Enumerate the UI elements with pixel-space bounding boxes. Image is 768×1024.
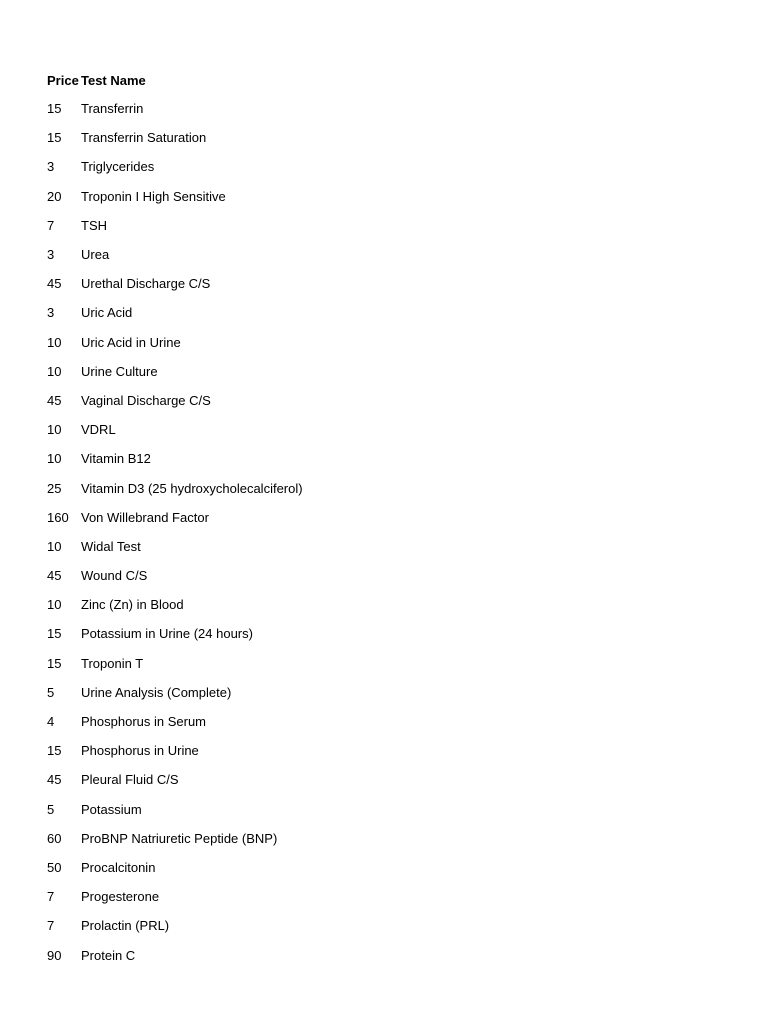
- test-name-cell: Vitamin B12: [81, 451, 151, 467]
- price-cell: 3: [47, 247, 55, 263]
- table-row: [47, 298, 727, 327]
- price-cell: 4: [47, 714, 55, 730]
- price-cell: 3: [47, 305, 55, 321]
- table-row: [47, 182, 727, 211]
- price-cell: 10: [47, 422, 62, 438]
- test-name-cell: Uric Acid: [81, 305, 133, 321]
- table-row: [47, 532, 727, 561]
- price-cell: 10: [47, 451, 62, 467]
- table-row: [47, 765, 727, 794]
- test-name-cell: Progesterone: [81, 889, 160, 905]
- test-name-cell: Troponin T: [81, 655, 144, 671]
- price-cell: 60: [47, 830, 62, 846]
- table-row: [47, 123, 727, 152]
- test-name-column-header: Test Name: [81, 72, 146, 88]
- price-cell: 10: [47, 334, 62, 350]
- table-row: [47, 94, 727, 123]
- table-row: [47, 824, 727, 853]
- price-cell: 15: [47, 743, 62, 759]
- price-cell: 10: [47, 538, 62, 554]
- price-cell: 5: [47, 684, 55, 700]
- test-name-cell: Transferrin Saturation: [81, 130, 207, 146]
- table-row: [47, 678, 727, 707]
- table-row: [47, 269, 727, 298]
- test-name-cell: Potassium: [81, 801, 142, 817]
- price-cell: 45: [47, 392, 62, 408]
- test-name-cell: Wound C/S: [81, 568, 148, 584]
- table-body: [47, 94, 727, 970]
- test-name-cell: Triglycerides: [81, 159, 155, 175]
- price-cell: 10: [47, 363, 62, 379]
- price-cell: 50: [47, 859, 62, 875]
- test-name-cell: Protein C: [81, 947, 136, 963]
- table-row: [47, 940, 727, 969]
- table-row: [47, 152, 727, 181]
- table-row: [47, 736, 727, 765]
- test-name-cell: Urethal Discharge C/S: [81, 276, 211, 292]
- price-cell: 10: [47, 597, 62, 613]
- test-name-cell: ProBNP Natriuretic Peptide (BNP): [81, 830, 278, 846]
- test-name-cell: Troponin I High Sensitive: [81, 188, 226, 204]
- price-cell: 7: [47, 217, 55, 233]
- table-row: [47, 503, 727, 532]
- price-list-table: [47, 66, 727, 970]
- test-name-cell: Procalcitonin: [81, 859, 156, 875]
- price-cell: 15: [47, 130, 62, 146]
- test-name-cell: Urea: [81, 247, 110, 263]
- table-row: [47, 911, 727, 940]
- price-cell: 7: [47, 889, 55, 905]
- table-row: [47, 444, 727, 473]
- price-cell: 15: [47, 626, 62, 642]
- table-row: [47, 357, 727, 386]
- test-name-cell: Phosphorus in Urine: [81, 743, 199, 759]
- price-cell: 15: [47, 655, 62, 671]
- table-row: [47, 707, 727, 736]
- test-name-cell: Transferrin: [81, 101, 144, 117]
- price-cell: 5: [47, 801, 55, 817]
- price-cell: 25: [47, 480, 62, 496]
- price-cell: 15: [47, 101, 62, 117]
- test-name-cell: Urine Analysis (Complete): [81, 684, 232, 700]
- test-name-cell: TSH: [81, 217, 107, 233]
- price-cell: 20: [47, 188, 62, 204]
- table-row: [47, 211, 727, 240]
- table-row: [47, 619, 727, 648]
- table-row: [47, 561, 727, 590]
- table-row: [47, 473, 727, 502]
- price-cell: 45: [47, 276, 62, 292]
- test-name-cell: VDRL: [81, 422, 116, 438]
- price-cell: 3: [47, 159, 55, 175]
- price-cell: 90: [47, 947, 62, 963]
- table-row: [47, 240, 727, 269]
- test-name-cell: Prolactin (PRL): [81, 918, 170, 934]
- table-row: [47, 795, 727, 824]
- price-cell: 7: [47, 918, 55, 934]
- test-name-cell: Pleural Fluid C/S: [81, 772, 179, 788]
- price-column-header: Price: [47, 72, 79, 88]
- test-name-cell: Zinc (Zn) in Blood: [81, 597, 184, 613]
- test-name-cell: Widal Test: [81, 538, 141, 554]
- table-row: [47, 649, 727, 678]
- test-name-cell: Phosphorus in Serum: [81, 714, 207, 730]
- table-row: [47, 386, 727, 415]
- test-name-cell: Potassium in Urine (24 hours): [81, 626, 253, 642]
- table-row: [47, 590, 727, 619]
- price-cell: 160: [47, 509, 69, 525]
- table-row: [47, 328, 727, 357]
- test-name-cell: Urine Culture: [81, 363, 158, 379]
- price-cell: 45: [47, 568, 62, 584]
- table-row: [47, 882, 727, 911]
- test-name-cell: Uric Acid in Urine: [81, 334, 181, 350]
- table-row: [47, 415, 727, 444]
- table-header-row: [47, 66, 727, 94]
- table-row: [47, 853, 727, 882]
- price-cell: 45: [47, 772, 62, 788]
- test-name-cell: Vitamin D3 (25 hydroxycholecalciferol): [81, 480, 303, 496]
- test-name-cell: Vaginal Discharge C/S: [81, 392, 211, 408]
- test-name-cell: Von Willebrand Factor: [81, 509, 209, 525]
